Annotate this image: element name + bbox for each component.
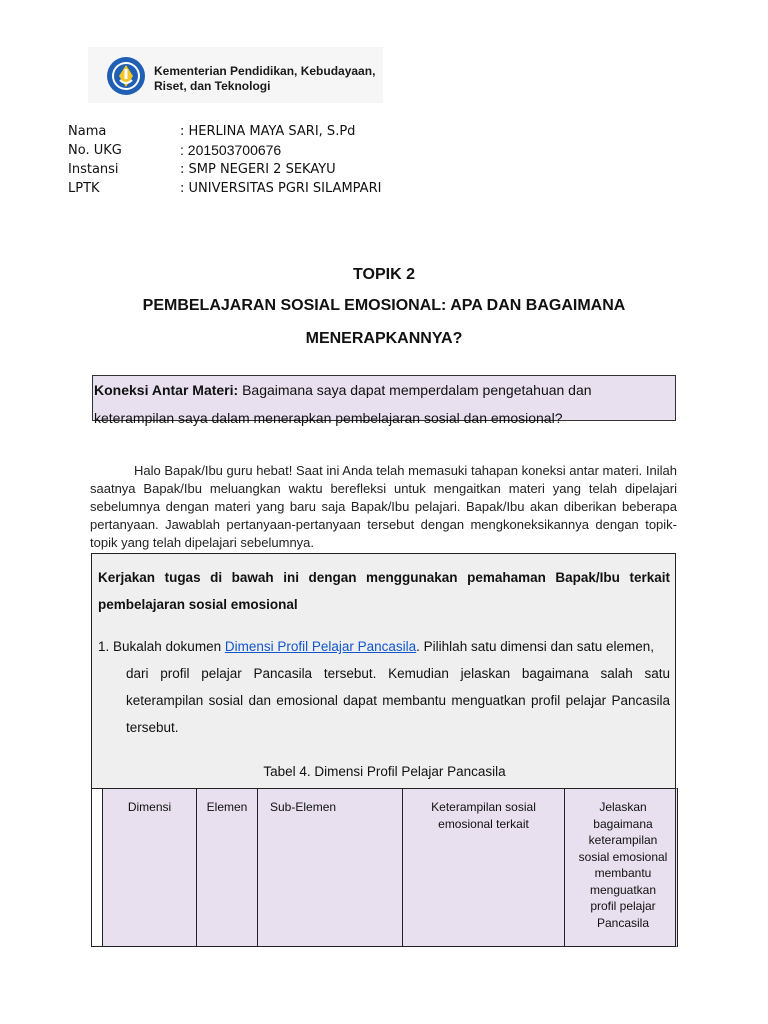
dimensi-profil-link[interactable]: Dimensi Profil Pelajar Pancasila <box>224 639 417 654</box>
task-heading: Kerjakan tugas di bawah ini dengan menggunakan pemahaman Bapak/Ibu terkait pembelajaran sosial emosional <box>98 570 670 612</box>
identity-row-instansi <box>68 160 381 179</box>
table-header-dimensi: Dimensi <box>103 789 197 946</box>
identity-value: : HERLINA MAYA SARI, S.Pd <box>180 124 356 139</box>
task-box <box>91 553 676 788</box>
ministry-name-line1: Kementerian Pendidikan, Kebudayaan, <box>154 64 376 78</box>
identity-value: : 201503700676 <box>180 142 282 158</box>
identity-value: : UNIVERSITAS PGRI SILAMPARI <box>180 181 382 196</box>
identity-key: LPTK <box>68 181 100 196</box>
ministry-logo-banner <box>88 47 383 103</box>
koneksi-label: Koneksi Antar Materi: <box>94 382 239 398</box>
topic-title-line2: MENERAPKANNYA? <box>305 330 463 347</box>
identity-key: Nama <box>68 124 107 139</box>
tut-wuri-handayani-emblem-icon <box>106 56 146 96</box>
identity-key: No. UKG <box>68 143 122 158</box>
identity-row-nama <box>68 122 381 141</box>
task-item-1 <box>98 633 670 741</box>
identity-block <box>68 122 381 198</box>
identity-row-lptk <box>68 179 381 198</box>
task-item-1-rest: dari profil pelajar Pancasila tersebut. Kemudian jelaskan bagaimana salah satu keterampilan sosial dan emosional dapat membantu menguatkan profil pelajar Pancasila tersebut. <box>126 666 670 735</box>
koneksi-text: Bagaimana saya dapat memperdalam pengetahuan dan keterampilan saya dalam menerapkan pembelajaran sosial dan emosional? <box>94 382 592 426</box>
koneksi-box <box>92 375 676 426</box>
identity-value: : SMP NEGERI 2 SEKAYU <box>180 162 336 177</box>
table-margin-cell <box>92 789 103 946</box>
ministry-name <box>154 64 375 94</box>
task-item-1-prefix: 1. Bukalah dokumen <box>98 639 225 654</box>
identity-key: Instansi <box>68 162 119 177</box>
topic-title-line1: PEMBELAJARAN SOSIAL EMOSIONAL: APA DAN BAGAIMANA <box>142 297 626 314</box>
table-header-elemen: Elemen <box>197 789 258 946</box>
dimensi-table <box>91 788 678 947</box>
table-header-sub-elemen: Sub-Elemen <box>258 789 403 946</box>
topic-number: TOPIK 2 <box>353 266 415 283</box>
table-caption: Tabel 4. Dimensi Profil Pelajar Pancasila <box>263 764 506 779</box>
identity-row-ukg <box>68 141 381 160</box>
task-item-1-suffix: . Pilihlah satu dimensi dan satu elemen, <box>416 639 655 654</box>
ministry-name-line2: Riset, dan Teknologi <box>154 79 271 93</box>
intro-paragraph <box>90 462 677 552</box>
table-header-jelaskan: Jelaskan bagaimana keterampilan sosial emosional membantu menguatkan profil pelajar Pancasila <box>578 800 668 930</box>
intro-text: Halo Bapak/Ibu guru hebat! Saat ini Anda telah memasuki tahapan koneksi antar materi. Inilah saatnya Bapak/Ibu meluangkan waktu berefleksi untuk mengaitkan materi yang telah dipelajari sebelumnya dengan materi yang baru saja Bapak/Ibu pelajari. Bapak/Ibu akan diberikan beberapa pertanyaan. Jawablah pertanyaan-pertanyaan tersebut dengan mengkoneksikannya dengan topik-topik yang telah dipelajari sebelumnya. <box>90 463 677 550</box>
table-header-keterampilan: Keterampilan sosial emosional terkait <box>403 789 565 946</box>
